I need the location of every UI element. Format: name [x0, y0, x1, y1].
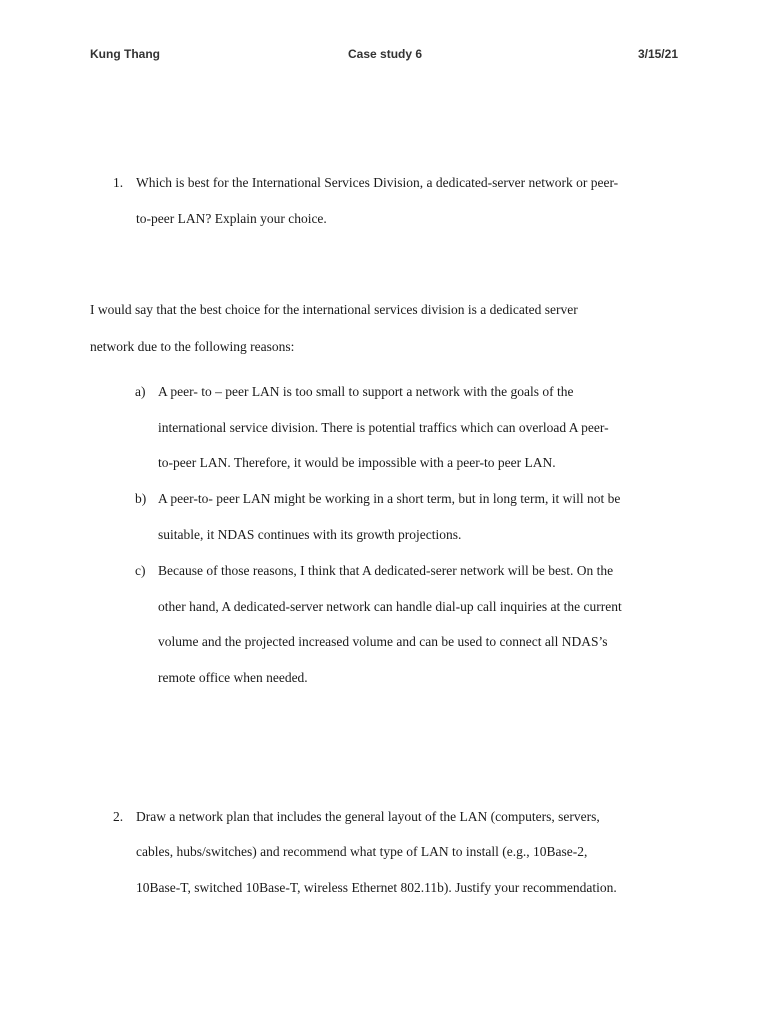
list-item-line: A peer-to- peer LAN might be working in a short term, but in long term, it will not be — [158, 491, 621, 506]
answer-1-intro-line: network due to the following reasons: — [90, 339, 295, 354]
list-marker: c) — [135, 563, 146, 578]
list-item-line: other hand, A dedicated-server network can handle dial-up call inquiries at the current — [158, 599, 622, 614]
list-item-line: remote office when needed. — [158, 670, 308, 685]
list-item-line: international service division. There is potential traffics which can overload A peer- — [158, 420, 609, 435]
list-item-line: Because of those reasons, I think that A dedicated-serer network will be best. On the — [158, 563, 614, 578]
answer-1-intro-line: I would say that the best choice for the international services division is a dedicated server — [90, 302, 578, 317]
list-item-line: A peer- to – peer LAN is too small to support a network with the goals of the — [158, 384, 574, 399]
list-item-line: suitable, it NDAS continues with its growth projections. — [158, 527, 462, 542]
page-header — [90, 47, 678, 65]
question-1-number: 1. — [113, 175, 124, 190]
header-date: 3/15/21 — [637, 47, 678, 61]
question-2-line: Draw a network plan that includes the general layout of the LAN (computers, servers, — [136, 809, 600, 824]
list-item-line: to-peer LAN. Therefore, it would be impossible with a peer-to peer LAN. — [158, 455, 556, 470]
question-1-line: Which is best for the International Services Division, a dedicated-server network or peer- — [136, 175, 619, 190]
list-marker: a) — [135, 384, 146, 399]
list-marker: b) — [135, 491, 147, 506]
header-author: Kung Thang — [90, 47, 160, 61]
question-1-line: to-peer LAN? Explain your choice. — [136, 211, 327, 226]
list-item-line: volume and the projected increased volume and can be used to connect all NDAS’s — [158, 634, 608, 649]
question-2-number: 2. — [113, 809, 124, 824]
header-title: Case study 6 — [348, 47, 423, 61]
question-2-line: 10Base-T, switched 10Base-T, wireless Ethernet 802.11b). Justify your recommendation. — [136, 880, 617, 895]
question-2-line: cables, hubs/switches) and recommend what type of LAN to install (e.g., 10Base-2, — [136, 844, 588, 859]
